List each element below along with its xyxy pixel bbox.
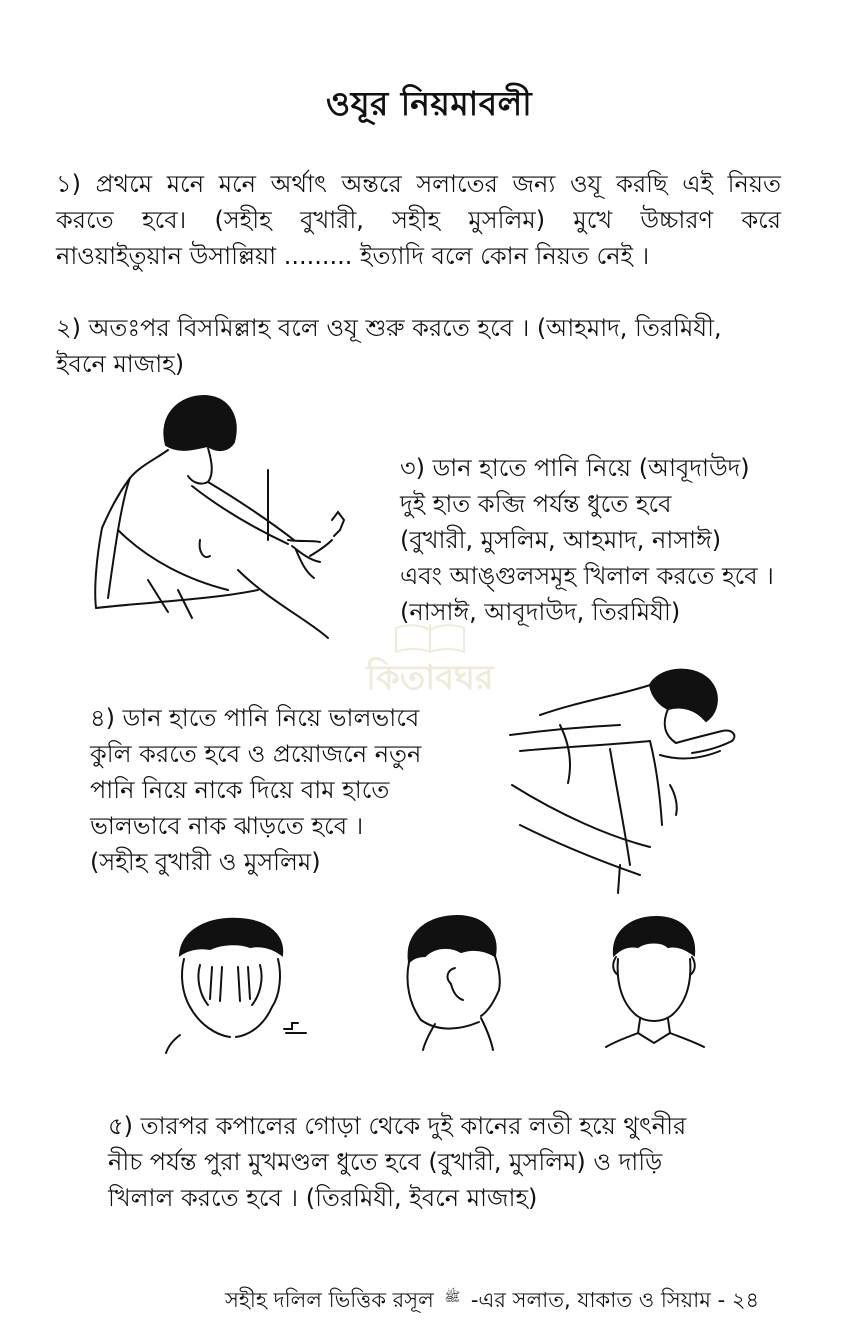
- rule-3-line: (বুখারী, মুসলিম, আহমাদ, নাসাঈ): [400, 526, 722, 554]
- rule-2-paragraph: [56, 310, 786, 382]
- rule-1-line: ১) প্রথমে মনে মনে অর্থাৎ অন্তরে সলাতের জন্য ওযূ করছি এই নিয়ত: [56, 170, 781, 198]
- rule-5-line: খিলাল করতে হবে । (তিরমিযী, ইবনে মাজাহ): [108, 1184, 538, 1212]
- rule-3-paragraph: [400, 450, 800, 630]
- rule-5-line: ৫) তারপর কপালের গোড়া থেকে দুই কানের লতী হয়ে থুৎনীর: [108, 1112, 687, 1140]
- boy-washing-hands-illustration: [88, 390, 388, 650]
- rule-2-line: ইবনে মাজাহ): [56, 350, 185, 378]
- footer-page-number: -এর সলাত, যাকাত ও সিয়াম - ২৪: [470, 1288, 760, 1312]
- side-head-illustration: [395, 912, 515, 1052]
- watermark-text: কিতাবঘর: [366, 658, 494, 698]
- page-footer: [225, 1284, 759, 1319]
- rule-5-line: নীচ পর্যন্ত পুরা মুখমণ্ডল ধুতে হবে (বুখারী, মুসলিম) ও দাড়ি: [108, 1148, 663, 1176]
- rule-4-line: ৪) ডান হাতে পানি নিয়ে ভালভাবে: [90, 704, 420, 732]
- rule-4-line: ভালভাবে নাক ঝাড়তে হবে ।: [90, 812, 364, 840]
- rule-4-paragraph: [90, 700, 470, 880]
- rule-4-line: পানি নিয়ে নাকে দিয়ে বাম হাতে: [90, 776, 390, 804]
- rule-4-line: কুলি করতে হবে ও প্রয়োজনে নতুন: [90, 740, 422, 768]
- face-washing-illustration: [160, 915, 320, 1055]
- rule-3-line: দুই হাত কব্জি পর্যন্ত ধুতে হবে: [400, 490, 672, 518]
- rule-4-line: (সহীহ বুখারী ও মুসলিম): [90, 848, 321, 876]
- rule-2-line: ২) অতঃপর বিসমিল্লাহ বলে ওযূ শুরু করতে হবে । (আহমাদ, তিরমিযী,: [56, 314, 722, 342]
- front-head-illustration: [600, 915, 710, 1050]
- page-title: ওযূর নিয়মাবলী: [325, 84, 533, 123]
- rule-3-line: (নাসাঈ, আবূদাউদ, তিরমিযী): [400, 598, 681, 626]
- rule-3-line: ৩) ডান হাতে পানি নিয়ে (আবূদাউদ): [400, 454, 750, 482]
- rule-1-line: করতে হবে। (সহীহ বুখারী, সহীহ মুসলিম) মুখে উচ্চারণ করে: [56, 206, 781, 234]
- boy-rinsing-mouth-illustration: [500, 665, 770, 895]
- rule-5-paragraph: [108, 1108, 808, 1216]
- rule-1-paragraph: [56, 166, 781, 274]
- footer-book-title: সহীহ দলিল ভিত্তিক রসূল: [225, 1288, 434, 1312]
- salawat-seal-icon: ﷺ: [444, 1290, 461, 1305]
- rule-1-line: নাওয়াইতুয়ান উসাল্লিয়া ......... ইত্যাদি বলে কোন নিয়ত নেই ।: [56, 242, 650, 270]
- rule-3-line: এবং আঙ্গুলসমূহ খিলাল করতে হবে ।: [400, 562, 774, 590]
